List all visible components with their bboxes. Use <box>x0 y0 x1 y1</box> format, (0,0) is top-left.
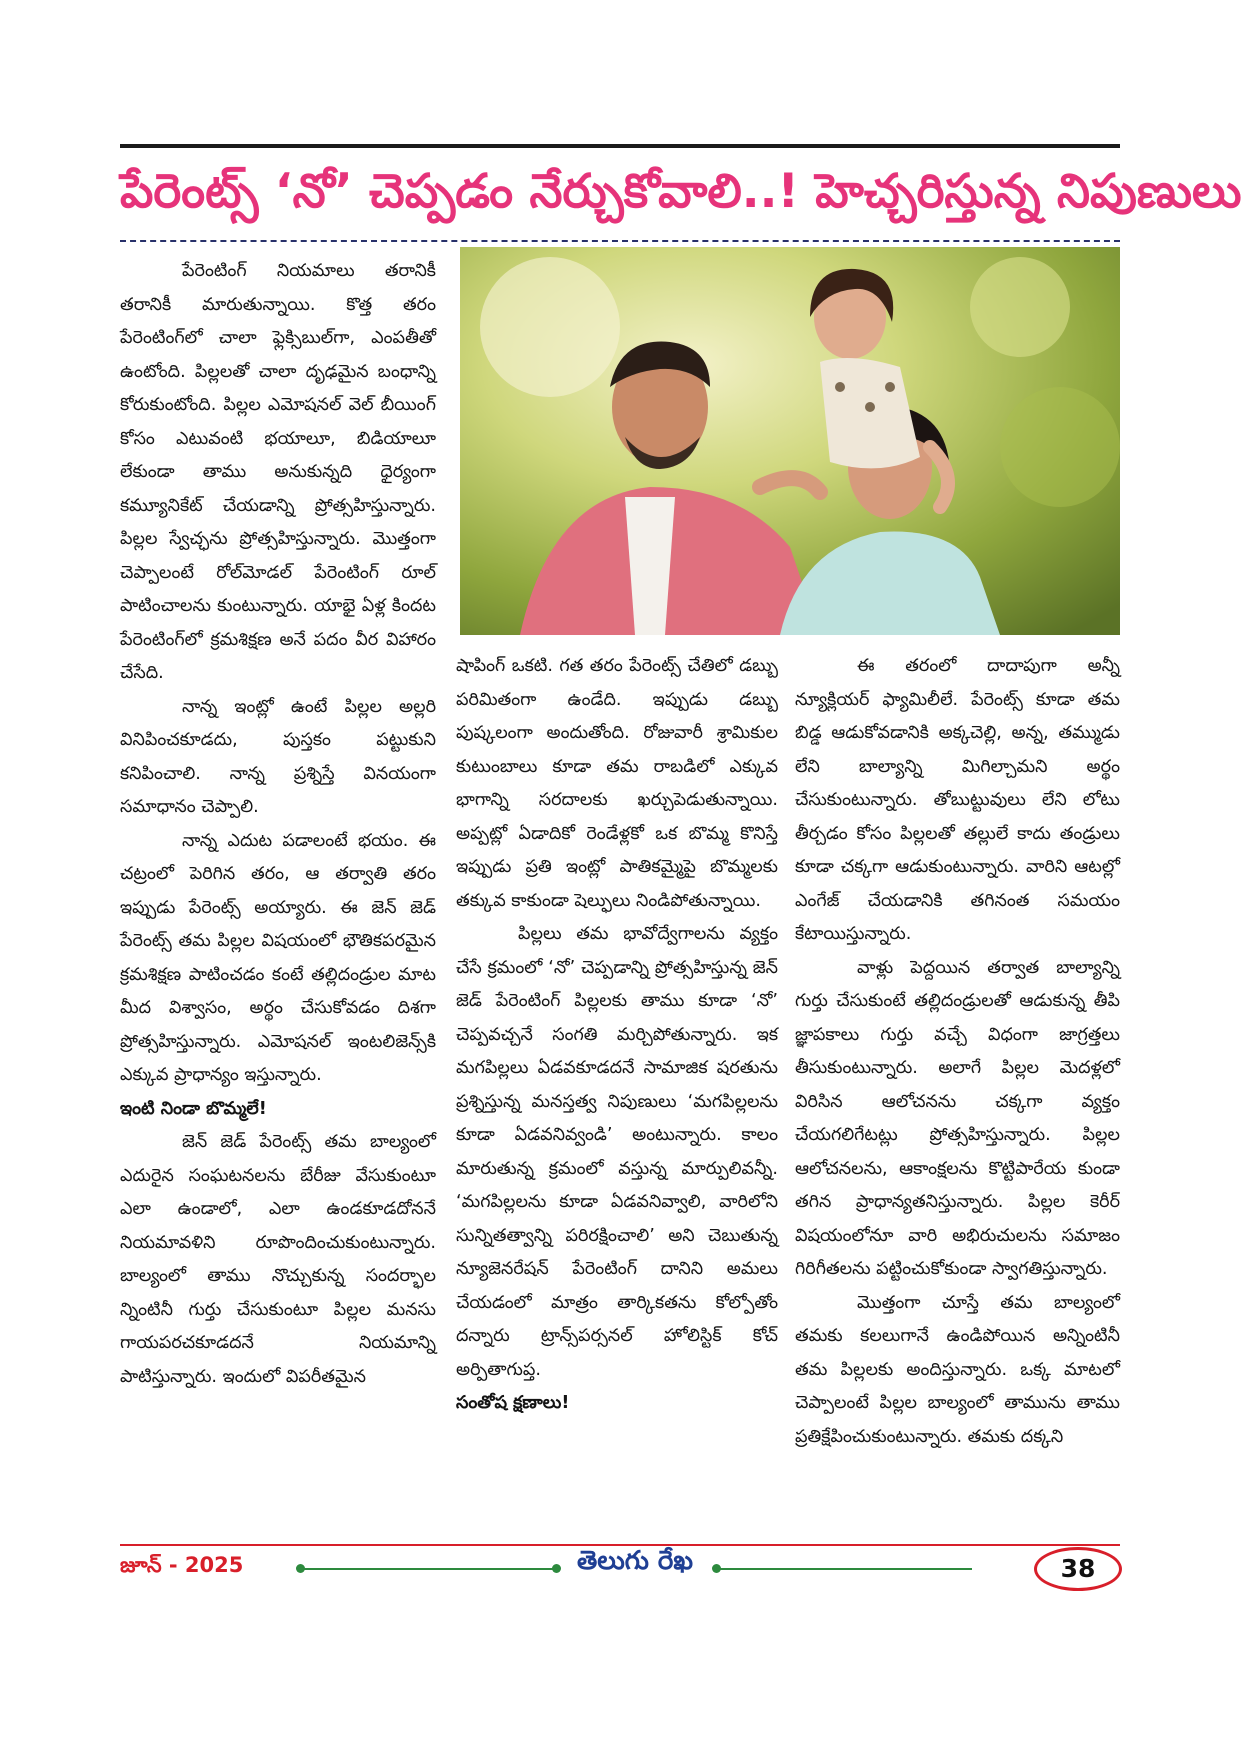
paragraph: మొత్తంగా చూస్తే తమ బాల్యంలో తమకు కలలుగానే ఉండిపోయిన అన్నింటినీ తమ పిల్లలకు అందిస్తున్నారు. ఒక్క మాటలో చెప్పాలంటే పిల్లల బాల్యంలో తామును తాము ప్రతిక్షేపించుకుంటున్నారు. తమకు దక్కని <box>795 1292 1120 1447</box>
page-number: 38 <box>1034 1547 1122 1591</box>
family-photo-icon <box>460 247 1120 635</box>
article-column-1 <box>120 255 436 1394</box>
paragraph: షాపింగ్ ఒకటి. గత తరం పేరెంట్స్ చేతిలో డబ్బు పరిమితంగా ఉండేది. ఇప్పుడు డబ్బు పుష్కలంగా అందుతోంది. రోజువారీ శ్రామికుల కుటుంబాలు కూడా తమ రాబడిలో ఎక్కువ భాగాన్ని సరదాలకు ఖర్చుపెడుతున్నాయి. అప్పట్లో ఏడాదికో రెండేళ్లకో ఒక బొమ్మ కొనిస్తే ఇప్పుడు ప్రతి ఇంట్లో పాతికమ్మైపై బొమ్మలకు తక్కువ కాకుండా షెల్ఫులు నిండిపోతున్నాయి. <box>456 656 778 911</box>
subheading: ఇంటి నిండా బొమ్మలే! <box>120 1098 267 1119</box>
paragraph: ఈ తరంలో దాదాపుగా అన్నీ న్యూక్లియర్ ఫ్యామిలీలే. పేరెంట్స్ కూడా తమ బిడ్డ ఆడుకోవడానికి అక్కచెల్లి, అన్న, తమ్ముడు లేని బాల్యాన్ని మిగిల్చామని అర్థం చేసుకుంటున్నారు. తోబుట్టువులు లేని లోటు తీర్చడం కోసం పిల్లలతో తల్లులే కాదు తండ్రులు కూడా చక్కగా ఆడుకుంటున్నారు. వారిని ఆటల్లో ఎంగేజ్ చేయడానికి తగినంత సమయం కేటాయిస్తున్నారు. <box>795 656 1120 944</box>
paragraph: జెన్ జెడ్ పేరెంట్స్ తమ బాల్యంలో ఎదురైన సంఘటనలను బేరీజు వేసుకుంటూ ఎలా ఉండాలో, ఎలా ఉండకూడదోననే నియమావళిని రూపొందించుకుంటున్నారు. బాల్యంలో తాము నొచ్చుకున్న సందర్భాల న్నింటినీ గుర్తు చేసుకుంటూ పిల్లల మనసు గాయపరచకూడదనే నియమాన్ని పాటిస్తున్నారు. ఇందులో విపరీతమైన <box>120 1132 436 1387</box>
footer-line-right <box>716 1568 972 1570</box>
article-column-2 <box>456 650 778 1421</box>
paragraph: నాన్న ఎదుట పడాలంటే భయం. ఈ చట్రంలో పెరిగిన తరం, ఆ తర్వాతి తరం ఇప్పుడు పేరెంట్స్ అయ్యారు. ఈ జెన్ జెడ్ పేరెంట్స్ తమ పిల్లల విషయంలో భౌతికపరమైన క్రమశిక్షణ పాటించడం కంటే తల్లిదండ్రుల మాట మీద విశ్వాసం, అర్థం చేసుకోవడం దిశగా ప్రోత్సహిస్తున్నారు. ఎమోషనల్ ఇంటలిజెన్స్‌కి ఎక్కువ ప్రాధాన్యం ఇస్తున్నారు. <box>120 830 436 1085</box>
magazine-name: తెలుగు రేఖ <box>577 1546 693 1576</box>
article-headline: పేరెంట్స్ ‘నో’ చెప్పడం నేర్చుకోవాలి..! హెచ్చరిస్తున్న నిపుణులు <box>120 164 1242 219</box>
family-photo <box>460 247 1120 635</box>
headline-divider <box>120 240 1120 242</box>
paragraph: పేరెంటింగ్ నియమాలు తరానికీ తరానికీ మారుతున్నాయి. కొత్త తరం పేరెంటింగ్‌లో చాలా ఫ్లెక్సిబుల్‌గా, ఎంప‌తీతో ఉంటోంది. పిల్లలతో చాలా దృఢమైన బంధాన్ని కోరుకుంటోంది. పిల్లల ఎమోషనల్ వెల్ బీయింగ్ కోసం ఎటువంటి భయాలూ, బిడియాలూ లేకుండా తాము అనుకున్నది ధైర్యంగా కమ్యూనికేట్ చేయడాన్ని ప్రోత్సహిస్తున్నారు. పిల్లల స్వేచ్ఛను ప్రోత్సహిస్తున్నారు. మొత్తంగా చెప్పాలంటే రోల్‌మోడల్ పేరెంటింగ్ రూల్ పాటించాలను కుంటున్నారు. యాభై ఏళ్ల కిందట పేరెంటింగ్‌లో క్రమశిక్షణ అనే పదం వీర విహారం చేసేది. <box>120 261 436 683</box>
top-rule <box>120 144 1120 148</box>
article-column-3 <box>795 650 1120 1454</box>
issue-date: జూన్ - 2025 <box>120 1553 244 1577</box>
paragraph: వాళ్లు పెద్దయిన తర్వాత బాల్యాన్ని గుర్తు చేసుకుంటే తల్లిదండ్రులతో ఆడుకున్న తీపి జ్ఞాపకాలు గుర్తు వచ్చే విధంగా జాగ్రత్తలు తీసుకుంటున్నారు. అలాగే పిల్లల మెదళ్లలో విరిసిన ఆలోచనను చక్కగా వ్యక్తం చేయగలిగేటట్లు ప్రోత్సహిస్తున్నారు. పిల్లల ఆలోచనలను, ఆకాంక్షలను కొట్టిపారేయ కుండా తగిన ప్రాధాన్యతనిస్తున్నారు. పిల్లల కెరీర్ విషయంలోనూ వారి అభిరుచులను సమాజం గిరిగీతలను పట్టించుకోకుండా స్వాగతిస్తున్నారు. <box>795 957 1120 1279</box>
footer-dot <box>296 1564 305 1573</box>
subheading: సంతోష క్షణాలు! <box>456 1393 570 1413</box>
paragraph: పిల్లలు తమ భావోద్వేగాలను వ్యక్తం చేసే క్రమంలో ‘నో’ చెప్పడాన్ని ప్రోత్సహిస్తున్న జెన్ జెడ్ పేరెంటింగ్ పిల్లలకు తాము కూడా ‘నో’ చెప్పవచ్చనే సంగతి మర్చిపోతున్నారు. ఇక మగపిల్లలు ఏడవకూడదనే సామాజిక షరతును ప్రశ్నిస్తున్న మనస్తత్వ నిపుణులు ‘మగపిల్లలను కూడా ఏడవనివ్వండి’ అంటున్నారు. కాలం మారుతున్న క్రమంలో వస్తున్న మార్పులివన్నీ. ‘మగపిల్లలను కూడా ఏడవనివ్వాలి, వారిలోని సున్నితత్వాన్ని పరిరక్షించాలి’ అని చెబుతున్న న్యూజెనరేషన్ పేరెంటింగ్ దానిని అమలు చేయడంలో మాత్రం తార్కికతను కోల్పోతోం దన్నారు ట్రాన్స్‌పర్సనల్ హోలిస్టిక్ కోచ్ అర్పితాగుప్త. <box>456 924 778 1380</box>
paragraph: నాన్న ఇంట్లో ఉంటే పిల్లల అల్లరి వినిపించకూడదు, పుస్తకం పట్టుకుని కనిపించాలి. నాన్న ప్రశ్నిస్తే వినయంగా సమాధానం చెప్పాలి. <box>120 696 436 817</box>
footer-line-left <box>302 1568 554 1570</box>
